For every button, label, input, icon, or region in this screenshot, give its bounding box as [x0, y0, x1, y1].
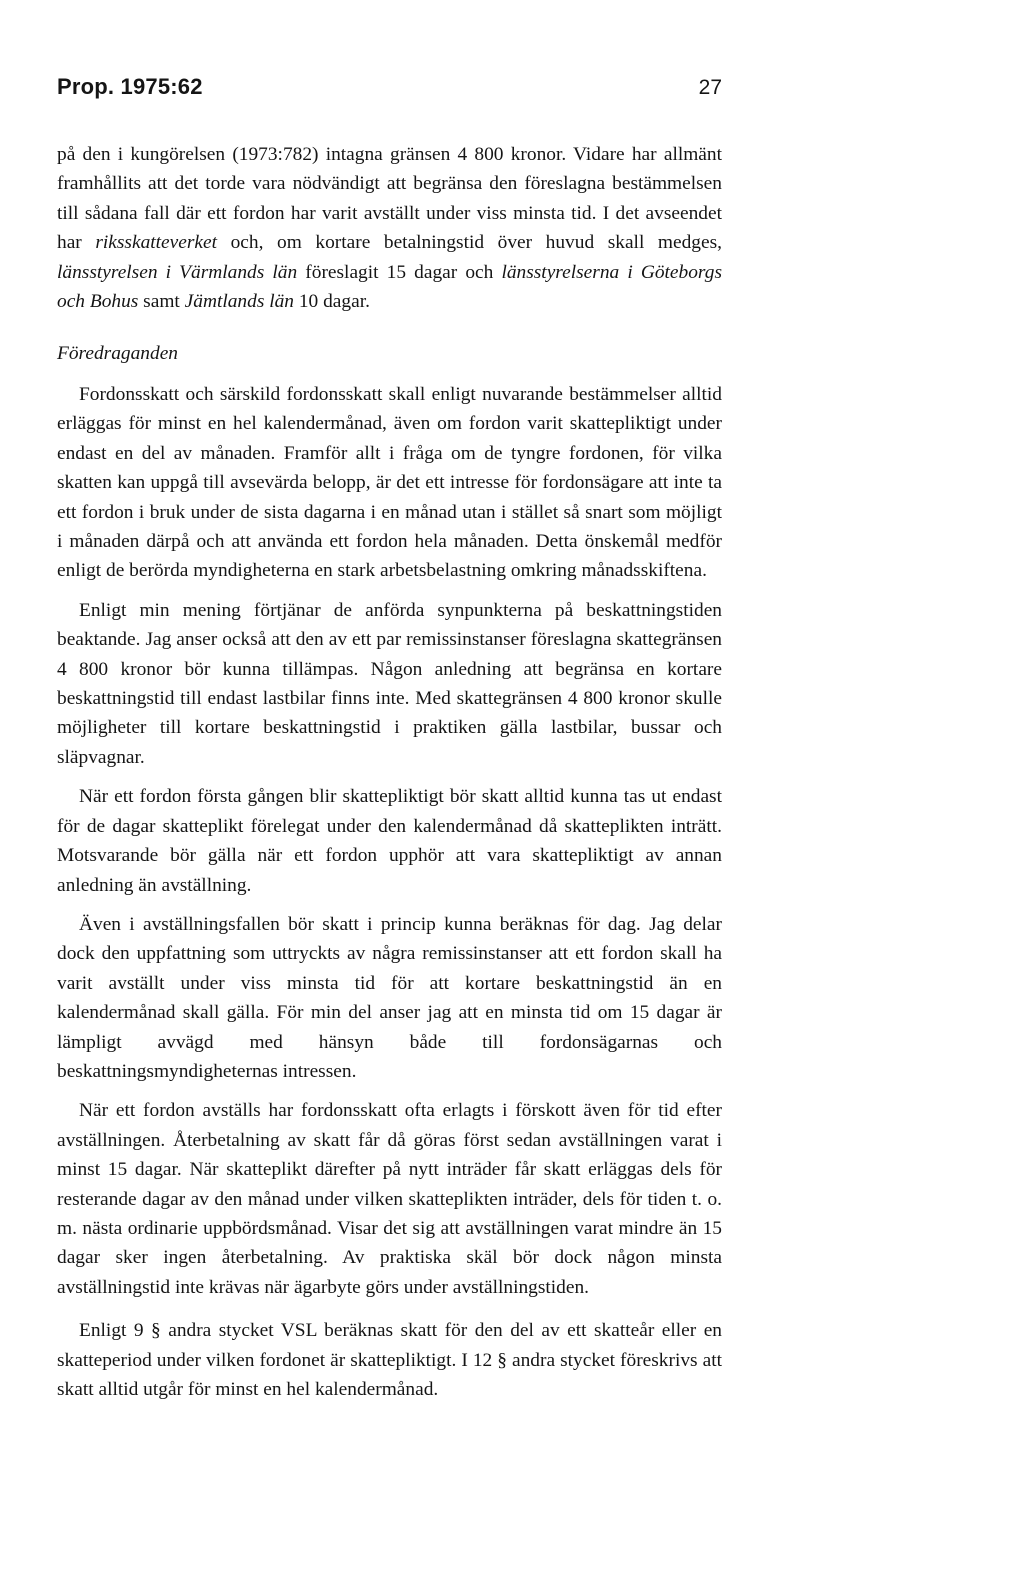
section-heading: Föredraganden [57, 343, 178, 364]
intro-text: och, om kortare betalningstid över huvud skall medges, [217, 232, 722, 254]
intro-emphasis: länsstyrelsen i Värmlands län [57, 261, 298, 283]
intro-emphasis: riksskatteverket [95, 232, 218, 254]
intro-text: på den i kungörelsen (1973:782) intagna gränsen 4 800 kronor. Vidare har allmänt framhållits att det torde vara nödvändigt att begränsa den föreslagna bestämmelsen till sådana fall där ett fordon har varit avställt under viss minsta tid. I det avseendet har [57, 144, 722, 254]
intro-text: samt [138, 291, 185, 313]
intro-paragraph [57, 140, 722, 316]
intro-text: 10 dagar. [294, 291, 370, 313]
document-reference: Prop. 1975:62 [57, 74, 203, 99]
main-body [57, 380, 722, 1404]
body-paragraph: Enligt 9 § andra stycket VSL beräknas skatt för den del av ett skatteår eller en skatteperiod under vilken fordonet är skattepliktigt. I 12 § andra stycket föreskrivs att skatt alltid utgår för minst en hel kalendermånad. [57, 1320, 722, 1400]
intro-emphasis: Jämtlands län [184, 291, 294, 313]
body-paragraph: Fordonsskatt och särskild fordonsskatt skall enligt nuvarande bestämmelser alltid erläggas för minst en hel kalendermånad, även om fordon varit skattepliktigt under endast en del av månaden. Framför allt i fråga om de tyngre fordonen, för vilka skatten kan uppgå till avsevärda belopp, är det ett intresse för fordonsägare att inte ta ett fordon i bruk under de sista dagarna i en månad utan i stället så snart som möjligt i månaden därpå och att använda ett fordon hela månaden. Detta önskemål medför enligt de berörda myndigheterna en stark arbetsbelastning omkring månadsskiftena. [57, 384, 722, 582]
body-paragraph: Enligt min mening förtjänar de anförda synpunkterna på beskattningstiden beaktande. Jag anser också att den av ett par remissinstanser föreslagna skattegränsen 4 800 kronor bör kunna tillämpas. Någon anledning att begränsa en kortare beskattningstid till endast lastbilar finns inte. Med skattegränsen 4 800 kronor skulle möjligheter till kortare beskattningstid i praktiken gälla lastbilar, bussar och släpvagnar. [57, 599, 722, 768]
intro-block [57, 140, 722, 316]
body-paragraph: När ett fordon avställs har fordonsskatt ofta erlagts i förskott även för tid efter avställningen. Återbetalning av skatt får då göras först sedan avställningen varat i minst 15 dagar. När skatteplikt därefter på nytt inträder får skatt erläggas dels för resterande dagar av den månad under vilken skatteplikten inträder, dels för tiden t. o. m. nästa ordinarie uppbördsmånad. Visar det sig att avställningen varat mindre än 15 dagar sker ingen återbetalning. Av praktiska skäl bör dock någon minsta avställningstid inte krävas när ägarbyte görs under avställningstiden. [57, 1100, 722, 1298]
intro-emphasis: länsstyrelserna i Göteborgs och Bohus [57, 261, 722, 313]
body-paragraph: Även i avställningsfallen bör skatt i princip kunna beräknas för dag. Jag delar dock den uppfattning som uttryckts av några remissinstanser att ett fordon skall ha varit avställt under viss minsta tid för att kortare beskattningstid än en kalendermånad skall gälla. För min del anser jag att en minsta tid om 15 dagar är lämpligt avvägd med hänsyn både till fordonsägarnas och beskattningsmyndigheternas intressen. [57, 913, 722, 1082]
page-number: 27 [698, 76, 722, 99]
intro-text: föreslagit 15 dagar och [297, 261, 502, 283]
body-paragraph: När ett fordon första gången blir skattepliktigt bör skatt alltid kunna tas ut endast för de dagar skatteplikt förelegat under den kalendermånad då skatteplikten inträtt. Motsvarande bör gälla när ett fordon upphör att vara skattepliktigt av annan anledning än avställning. [57, 786, 722, 896]
